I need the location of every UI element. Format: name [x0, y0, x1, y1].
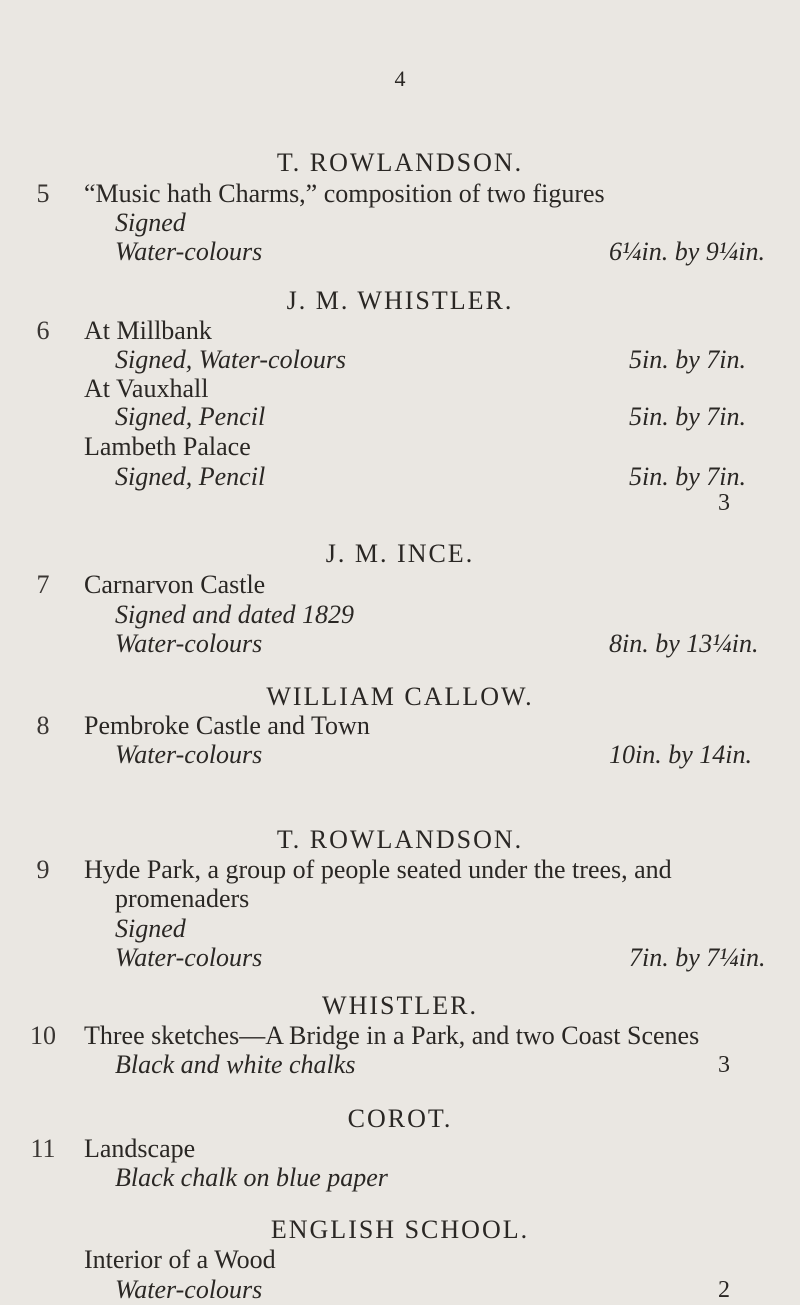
artist-heading: J. M. INCE. [325, 539, 475, 569]
title-text: “Music hath Charms,” composition of two figures [84, 178, 605, 208]
artist-heading: T. ROWLANDSON. [276, 148, 524, 178]
medium-text: Signed, Pencil [115, 402, 266, 432]
artist-heading: WHISTLER. [322, 990, 478, 1020]
artist-heading: COROT. [347, 1103, 453, 1133]
medium-text: Black chalk on blue paper [115, 1163, 388, 1193]
dimensions-text: 6¼in. by 9¼in. [609, 237, 765, 267]
title-text: Hyde Park, a group of people seated under the trees, and [84, 855, 672, 885]
title-text: At Vauxhall [84, 373, 209, 403]
dimensions-text: 5in. by 7in. [629, 461, 746, 491]
title-text: Pembroke Castle and Town [84, 711, 370, 741]
medium-text: Signed, Water-colours [115, 345, 347, 375]
medium-text: Water-colours [115, 237, 263, 267]
title-text: At Millbank [84, 315, 212, 345]
medium-text: Signed and dated 1829 [115, 599, 355, 629]
quantity-text: 2 [718, 1276, 730, 1303]
medium-text: Black and white chalks [115, 1050, 356, 1080]
medium-text: Signed [115, 207, 186, 237]
title-text: Landscape [84, 1133, 196, 1163]
artist-heading: J. M. WHISTLER. [286, 285, 514, 315]
lot-number: 7 [36, 570, 50, 600]
page-number: 4 [394, 66, 406, 91]
dimensions-text: 5in. by 7in. [629, 345, 746, 375]
medium-text: Signed [115, 913, 186, 943]
quantity-text: 3 [718, 1052, 730, 1079]
dimensions-text: 5in. by 7in. [629, 402, 746, 432]
lot-number: 8 [36, 711, 50, 741]
quantity-text: 3 [718, 490, 730, 517]
title-text: Carnarvon Castle [84, 570, 266, 600]
lot-number: 10 [30, 1020, 56, 1050]
lot-number: 5 [36, 178, 50, 208]
lot-number: 9 [36, 855, 50, 885]
medium-text: Water-colours [115, 943, 263, 973]
dimensions-text: 7in. by 7¼in. [629, 943, 766, 973]
medium-text: Water-colours [115, 740, 263, 770]
artist-heading: WILLIAM CALLOW. [266, 681, 534, 711]
dimensions-text: 8in. by 13¼in. [609, 629, 759, 659]
medium-text: Water-colours [115, 629, 263, 659]
title-text: promenaders [115, 884, 250, 914]
medium-text: Water-colours [115, 1274, 263, 1304]
lot-number: 6 [36, 315, 50, 345]
title-text: Interior of a Wood [84, 1245, 276, 1275]
title-text: Lambeth Palace [84, 432, 251, 462]
dimensions-text: 10in. by 14in. [609, 740, 752, 770]
title-text: Three sketches—A Bridge in a Park, and two Coast Scenes [84, 1020, 700, 1050]
lot-number: 11 [30, 1133, 56, 1163]
artist-heading: ENGLISH SCHOOL. [270, 1215, 530, 1245]
medium-text: Signed, Pencil [115, 461, 266, 491]
artist-heading: T. ROWLANDSON. [276, 824, 524, 854]
